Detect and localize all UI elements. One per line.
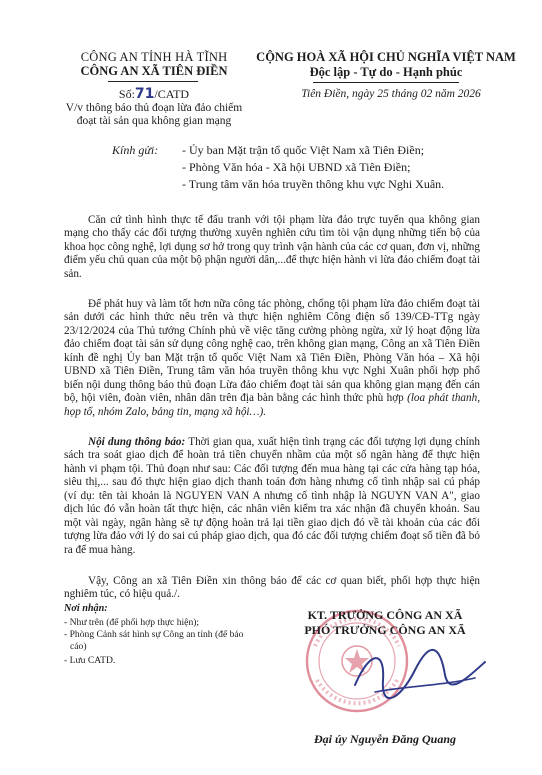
agency-parent: CÔNG AN TỈNH HÀ TĨNH — [80, 50, 228, 64]
recipients-list-item: cáo) — [70, 641, 87, 652]
document-number — [54, 86, 254, 102]
notice-content-label: Nội dung thông báo: — [88, 436, 186, 448]
document-number-suffix: /CATD — [154, 87, 190, 101]
notice-content-text: Thời gian qua, xuất hiện tình trạng các đối tượng lợi dụng chính sách tra soát giao dịch để hoàn trả tiền chuyển nhầm của một số ngân hàng để thực hiện hành vi phạm tội. Thủ đoạn như sau: Các đối tượng đến mua hàng tại các cửa hàng tạp hóa, siêu thị,... sau đó thực hiện giao dịch thanh toán đơn hàng nhưng cố tình nhập sai cú pháp (ví dụ: tên tài khoản là NGUYEN VAN A nhưng cố tình nhập là NGUYN VAN A", giao dịch lúc đó vẫn hoàn tất thực hiện, các nhân viên kiểm tra xác nhận đã chuyển khoản. Sau một vài ngày, ngân hàng sẽ tự động hoàn trả lại tiền giao dịch đó về tài khoản của các đối tượng lừa đảo với lý do sai cú pháp giao dịch, qua đó các đối tượng chiếm đoạt số tiền đã bỏ ra để mua hàng. — [64, 436, 480, 556]
signer-name: Đại úy Nguyễn Đăng Quang — [313, 732, 457, 746]
recipient-item: - Ủy ban Mặt trận tổ quốc Việt Nam xã Tiên Điền; — [182, 143, 425, 157]
document-subject — [54, 102, 254, 128]
document-number-handwritten: 71 — [134, 86, 155, 102]
recipient-item: - Trung tâm văn hóa truyền thông khu vực Nghi Xuân. — [182, 177, 445, 191]
signature-title-line-1: KT. TRƯỞNG CÔNG AN XÃ — [307, 608, 463, 622]
recipients-label: Kính gửi: — [112, 143, 159, 157]
body-paragraph-2 — [64, 298, 480, 419]
document-number-prefix: Số: — [118, 87, 135, 101]
recipients-list-item: - Phòng Cảnh sát hình sự Công an tỉnh (để báo — [64, 629, 244, 640]
subject-line-2: đoạt tài sản qua không gian mạng — [76, 115, 232, 127]
agency-underline — [108, 81, 198, 82]
handwritten-signature — [345, 640, 495, 710]
recipients-list-item: - Lưu CATD. — [64, 655, 116, 666]
motto-underline — [313, 82, 459, 83]
signature-title-line-2: PHÓ TRƯỞNG CÔNG AN XÃ — [304, 623, 466, 637]
closing-paragraph: Vậy, Công an xã Tiên Điền xin thông báo để các cơ quan biết, phối hợp thực hiện nghiêm túc, có hiệu quả./. — [64, 575, 480, 601]
paragraph-2-italic: (loa phát thanh, họp tổ, nhóm Zalo, bảng tin, mạng xã hội…). — [64, 392, 480, 418]
paragraph-2-text: Để phát huy và làm tốt hơn nữa công tác phòng, chống tội phạm lừa đảo chiếm đoạt tài sản dưới các hình thức nêu trên và thực hiện nghiêm Công điện số 139/CĐ-TTg ngày 23/12/2024 của Thủ tướng Chính phủ về việc tăng cường phòng ngừa, xử lý hoạt động lừa đảo chiếm đoạt tài sản sử dụng công nghệ cao, trên không gian mạng, Công an xã Tiên Điền kính đề nghị Ủy ban Mặt trận tổ quốc Việt Nam xã Tiên Điền, Phòng Văn hóa – Xã hội UBND xã Tiên Điền, Trung tâm văn hóa truyền thông khu vực Nghi Xuân phối hợp phổ biến nội dung thông báo thủ đoạn Lừa đảo chiếm đoạt tài sản qua không gian mạng đến cán bộ, hội viên, đoàn viên, nhân dân trên địa bàn bằng các hình thức phù hợp — [64, 298, 480, 405]
recipient-item: - Phòng Văn hóa - Xã hội UBND xã Tiên Điền; — [182, 160, 411, 174]
recipients-list-title: Nơi nhận: — [64, 603, 108, 614]
national-motto: Độc lập - Tự do - Hạnh phúc — [309, 65, 463, 79]
body-paragraph-3 — [64, 436, 480, 557]
recipients-list-item: - Như trên (để phối hợp thực hiện); — [64, 617, 200, 628]
issue-date: Tiên Điền, ngày 25 tháng 02 năm 2026 — [301, 88, 481, 100]
agency-name: CÔNG AN XÃ TIÊN ĐIỀN — [80, 64, 228, 78]
subject-line-1: V/v thông báo thủ đoạn lừa đảo chiếm — [65, 102, 243, 114]
country-name: CỘNG HOÀ XÃ HỘI CHỦ NGHĨA VIỆT NAM — [256, 50, 516, 64]
body-paragraph-1: Căn cứ tình hình thực tế đấu tranh với tội phạm lừa đảo trực tuyến qua không gian mạng cho thấy các đối tượng thường xuyên nghiên cứu tìm tòi vận dụng những tiến bộ của khoa học công nghệ, lợi dụng sơ hở trong quy trình vận hành của các cơ quan, đơn vị, những điểm yếu chủ quan của một bộ phận người dân,...để thực hiện hành vi lừa đảo chiếm đoạt tài sản. — [64, 214, 480, 280]
